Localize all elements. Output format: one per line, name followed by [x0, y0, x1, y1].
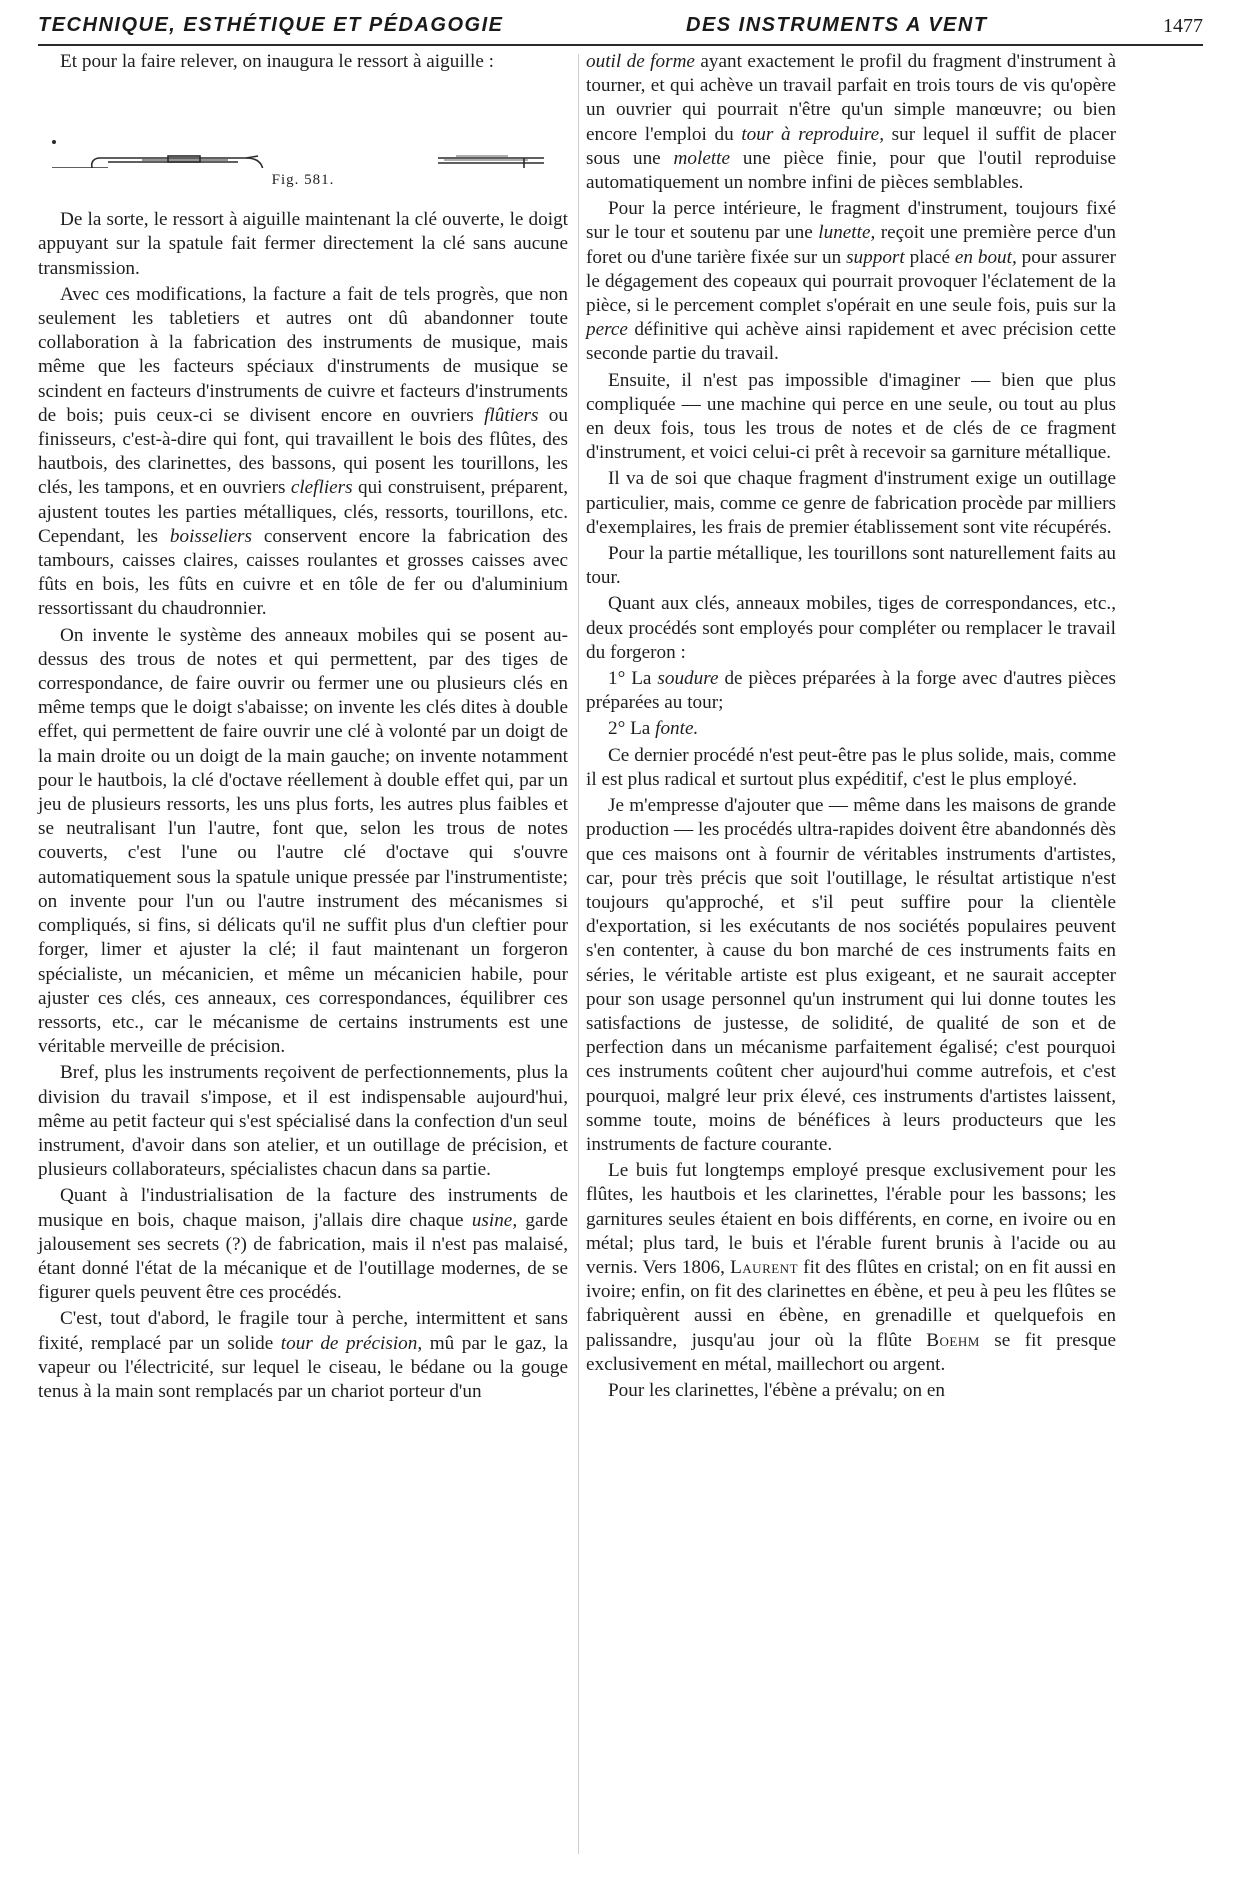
spring-needle-drawing	[38, 78, 568, 168]
paragraph: On invente le système des anneaux mobiles qui se posent au-dessus des trous de notes et qui permettent, par des tiges de correspondance, de faire ouvrir ou fermer une ou plusieurs clés en même temps que le doigt s'abaisse; on invente les clés dites à double effet, qui permettent de faire ouvrir une clé à volonté par un doigt de la main droite ou un doigt de la main gauche; on invente notamment pour le hautbois, la clé d'octave réellement à double effet qui, par un jeu de plusieurs ressorts, les uns plus forts, les autres plus faibles et se neutralisant l'un l'autre, font que, selon les trous de notes couverts, c'est l'une ou l'autre clé d'octave qui s'ouvre automatiquement sous la spatule unique pressée par l'instrumentiste; on invente pour l'un ou l'autre instrument des mécanismes si compliqués, si fins, si délicats qu'il ne suffit plus d'un cleftier pour forger, limer et ajuster la clé; il faut maintenant un forgeron spécialiste, un mécanicien, et même un mécanicien habile, pour ajuster ces clés, ces anneaux, ces correspondances, équilibrer ces ressorts, etc., car le mécanisme de certains instruments est une véritable merveille de précision.	[38, 624, 568, 1058]
paragraph: Pour la perce intérieure, le fragment d'instrument, toujours fixé sur le tour et soutenu par une lunette, reçoit une première perce d'un foret ou d'une tarière fixée sur un support placé en bout, pour assurer le dégagement des copeaux qui pourrait provoquer l'éclatement de la pièce, si le percement complet s'opérait en une seule fois, puis sur la perce définitive qui achève ainsi rapidement et avec précision cette seconde partie du travail.	[586, 198, 1116, 365]
paragraph: Je m'empresse d'ajouter que — même dans les maisons de grande production — les procédés ultra-rapides doivent être abandonnés dès que ces maisons ont à fournir de véritables instruments d'artistes, car, pour très précis que soit l'outillage, le résultat artistique n'est toujours qu'approché, et s'il peut suffire pour la clientèle d'exportation, si les exécutants de nos sociétés populaires peuvent s'en contenter, à cause du bon marché de ces instruments faits en séries, le véritable artiste est plus exigeant, et ne saurait accepter pour son usage personnel qu'un instrument qui lui donne toutes les satisfactions de justesse, de solidité, de qualité de son et de perfection dans un mécanisme parfaitement égalisé; c'est pourquoi ces instruments coûtent cher aujourd'hui comme autrefois, et c'est pourquoi, malgré leur prix élevé, ces instruments d'artistes laissent, somme toute, moins de bénéfices à leurs producteurs que les instruments de facture courante.	[586, 795, 1116, 1155]
header-right-title: DES INSTRUMENTS A VENT	[686, 14, 988, 36]
figure-581	[38, 78, 568, 196]
paragraph: 2° La fonte.	[608, 718, 699, 740]
paragraph: 1° La soudure de pièces préparées à la forge avec d'autres pièces préparées au tour;	[586, 668, 1116, 714]
paragraph: Le buis fut longtemps employé presque exclusivement pour les flûtes, les hautbois et les clarinettes, l'érable pour les bassons; les garnitures seules étaient en bois différents, en corne, en ivoire ou en métal; plus tard, le buis et l'érable furent brunis à l'acide ou au vernis. Vers 1806, Laurent fit des flûtes en cristal; on en fit aussi en ivoire; enfin, on fit des clarinettes en ébène, et peu à peu les flûtes se fabriquèrent aussi en ébène, en grenadille et quelquefois en palissandre, jusqu'au jour où la flûte Boehm se fit presque exclusivement en métal, maillechort ou argent.	[586, 1160, 1116, 1375]
paragraph: Ce dernier procédé n'est peut-être pas le plus solide, mais, comme il est plus radical et surtout plus expéditif, c'est le plus employé.	[586, 744, 1116, 790]
paragraph: C'est, tout d'abord, le fragile tour à perche, intermittent et sans fixité, remplacé par un solide tour de précision, mû par le gaz, la vapeur ou l'électricité, sur lequel le ciseau, le bédane ou la gouge tenus à la main sont remplacés par un chariot porteur d'un	[38, 1308, 568, 1402]
page-number: 1477	[1163, 15, 1203, 37]
paragraph: Quant aux clés, anneaux mobiles, tiges de correspondances, etc., deux procédés sont employés pour compléter ou remplacer le travail du forgeron :	[586, 593, 1116, 663]
header-left-title: TECHNIQUE, ESTHÉTIQUE ET PÉDAGOGIE	[38, 14, 504, 36]
paragraph: Quant à l'industrialisation de la facture des instruments de musique en bois, chaque maison, j'allais dire chaque usine, garde jalousement ses secrets (?) de fabrication, mais il n'est pas malaisé, étant donné l'état de la mécanique et de l'outillage modernes, de se figurer quels peuvent être ces procédés.	[38, 1185, 568, 1304]
paragraph: Avec ces modifications, la facture a fait de tels progrès, que non seulement les tabletiers et autres ont dû abandonner toute collaboration à la fabrication des instruments de musique, mais même que les facteurs spéciaux d'instruments de musique se scindent en facteurs d'instruments de cuivre et facteurs d'instruments de bois; puis ceux-ci se divisent encore en ouvriers flûtiers ou finisseurs, c'est-à-dire qui font, qui travaillent le bois des flûtes, des hautbois, des clarinettes, des bassons, qui posent les tourillons, les clés, les tampons, et en ouvriers clefliers qui construisent, préparent, ajustent toutes les parties métalliques, clés, ressorts, tourillons, etc. Cependant, les boisseliers conservent encore la fabrication des tambours, caisses claires, caisses roulantes et grosses caisses avec fûts en bois, les fûts en cuivre et en tôle de fer ou d'aluminium ressortissant du chaudronnier.	[38, 283, 569, 620]
paragraph: Pour la partie métallique, les tourillons sont naturellement faits au tour.	[586, 543, 1116, 589]
paragraph: Ensuite, il n'est pas impossible d'imaginer — bien que plus compliquée — une machine qui perce en une seule, ou tout au plus en deux fois, tous les trous de notes et de clés de ce fragment d'instrument, et voici celui-ci prêt à recevoir sa garniture métallique.	[586, 369, 1116, 464]
paragraph: Pour les clarinettes, l'ébène a prévalu; on en	[608, 1379, 945, 1401]
paragraph: Et pour la faire relever, on inaugura le ressort à aiguille :	[60, 51, 494, 72]
right-column	[586, 50, 1116, 1403]
left-column	[38, 50, 568, 1404]
column-divider	[578, 54, 579, 1854]
paragraph: Bref, plus les instruments reçoivent de perfectionnements, plus la division du travail s'impose, et il est indispensable aujourd'hui, même au petit facteur qui s'est spécialisé dans la confection d'un seul instrument, d'avoir dans son atelier, et un outillage de précision, et plusieurs collaborateurs, spécialistes chacun dans sa partie.	[38, 1062, 568, 1181]
paragraph: De la sorte, le ressort à aiguille maintenant la clé ouverte, le doigt appuyant sur la spatule fait fermer directement la clé sans aucune transmission.	[38, 209, 568, 279]
paragraph: Il va de soi que chaque fragment d'instrument exige un outillage particulier, mais, comme ce genre de fabrication procède par milliers d'exemplaires, les frais de premier établissement sont vite récupérés.	[586, 468, 1116, 538]
paragraph: outil de forme ayant exactement le profil du fragment d'instrument à tourner, et qui achève un travail parfait en trois tours de vis qu'opère un ouvrier qui pourrait n'être qu'un simple manœuvre; ou bien encore l'emploi du tour à reproduire, sur lequel il suffit de placer sous une molette une pièce finie, pour que l'outil reproduise automatiquement un nombre infini de pièces semblables.	[586, 51, 1116, 194]
figure-caption: Fig. 581.	[271, 172, 335, 189]
running-header	[38, 8, 1203, 46]
